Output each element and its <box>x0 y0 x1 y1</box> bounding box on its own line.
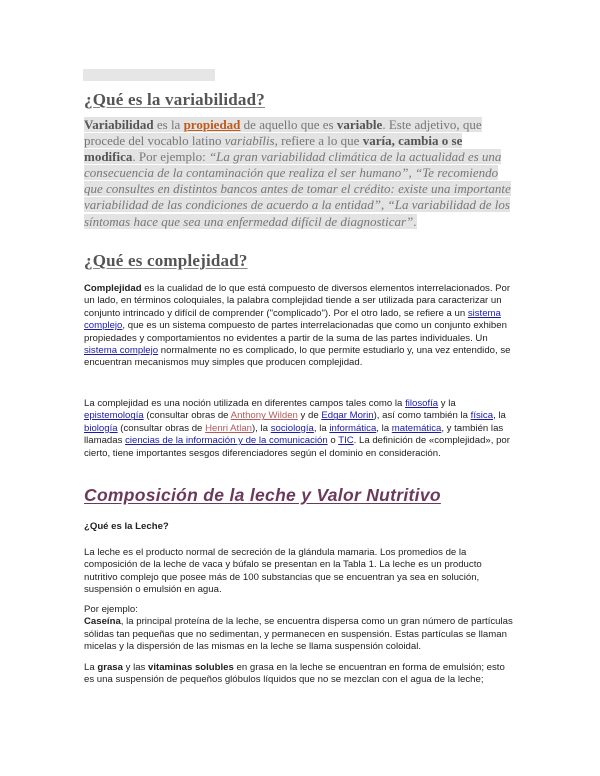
leche-paragraph-3: La grasa y las vitaminas solubles en grasa en la leche se encuentran en forma de emulsión; esto es una suspensión de pequeños glóbulos líquidos que no se mezclan con el agua de la leche; <box>84 662 505 686</box>
biologia-link[interactable]: biología <box>84 422 118 434</box>
tic-link[interactable]: TIC <box>338 435 354 447</box>
variabilidad-paragraph: Variabilidad es la propiedad de aquello que es variable. Este adjetivo, que procede del vocablo latino variabĭlis, refiere a lo que varía, cambia o se modifica. Por ejemplo: “La gran variabilidad climática de la actualidad es una consecuencia de la contaminación que realiza el ser humano”, “Te recomiendo que consultes en distintos bancos antes de tomar el crédito: existe una importante variabilidad de las condiciones de acuerdo a la entidad”, “La variabilidad de los síntomas hace que sea una enfermedad difícil de diagnosticar”. <box>84 117 511 229</box>
variabilidad-heading: ¿Qué es la variabilidad? <box>84 90 265 109</box>
leche-heading: Composición de la leche y Valor Nutritivo <box>84 485 441 505</box>
filosofia-link[interactable]: filosofía <box>405 398 439 409</box>
sociologia-link[interactable]: sociología <box>270 422 314 434</box>
sistema-complejo-link-2[interactable]: sistema complejo <box>84 345 159 357</box>
sistema-complejo-link[interactable]: sistema complejo <box>84 307 501 332</box>
complejidad-paragraph-1: Complejidad es la cualidad de lo que está compuesto de diversos elementos interrelacionados. Por un lado, en términos coloquiales, la palabra complejidad tiende a ser utilizada para caracterizar un conjunto intrincado y difícil de comprender ("complicado"). Por el otro lado, se refiere a un sistema complejo, que es un sistema compuesto de partes interrelacionadas que como un conjunto exhiben propiedades y comportamientos no evidentes a partir de la suma de las partes individuales. Un sistema complejo normalmente no es complicado, lo que permite estudiarlo y, una vez entendido, se encuentran mecanismos muy simples que producen complejidad. <box>84 283 511 369</box>
informatica-link[interactable]: informática <box>329 422 377 434</box>
complejidad-paragraph-2: La complejidad es una noción utilizada en diferentes campos tales como la filosofía y la epistemología (consultar obras de Anthony Wilden y de Edgar Morin), así como también la física, la biología (consultar obras de Henri Atlan), la sociología, la informática, la matemática, y también las llamadas ciencias de la información y de la comunicación o TIC. La definición de «complejidad», por cierto, tiene importantes sesgos diferenciadores según el dominio en consideración. <box>84 398 510 459</box>
matematica-link[interactable]: matemática <box>391 422 442 434</box>
leche-paragraph-1: La leche es el producto normal de secreción de la glándula mamaria. Los promedios de la composición de la leche de vaca y búfalo se presentan en la Tabla 1. La leche es un producto nutritivo complejo que posee más de 100 substancias que se encuentran ya sea en solución, suspensión o emulsión en agua. <box>84 547 482 596</box>
epistemologia-link[interactable]: epistemología <box>84 410 144 422</box>
header-placeholder-bar <box>83 69 215 81</box>
anthony-wilden-link[interactable]: Anthony Wilden <box>230 410 298 422</box>
complejidad-heading: ¿Qué es complejidad? <box>84 251 248 270</box>
fisica-link[interactable]: física <box>470 410 494 422</box>
edgar-morin-link[interactable]: Edgar Morin <box>321 410 374 422</box>
que-es-la-leche-subheading: ¿Qué es la Leche? <box>84 521 169 532</box>
propiedad-link[interactable]: propiedad <box>183 117 241 132</box>
leche-paragraph-2: Por ejemplo: Caseína, la principal proteína de la leche, se encuentra dispersa como un gran número de partículas sólidas tan pequeñas que no sedimentan, y permanecen en suspensión. Estas partículas se llaman micelas y la dispersión de las mismas en la leche se llama suspensión coloidal. <box>84 604 513 653</box>
ciencias-informacion-link[interactable]: ciencias de la información y de la comunicación <box>125 435 328 447</box>
henri-atlan-link[interactable]: Henri Atlan <box>205 422 253 434</box>
